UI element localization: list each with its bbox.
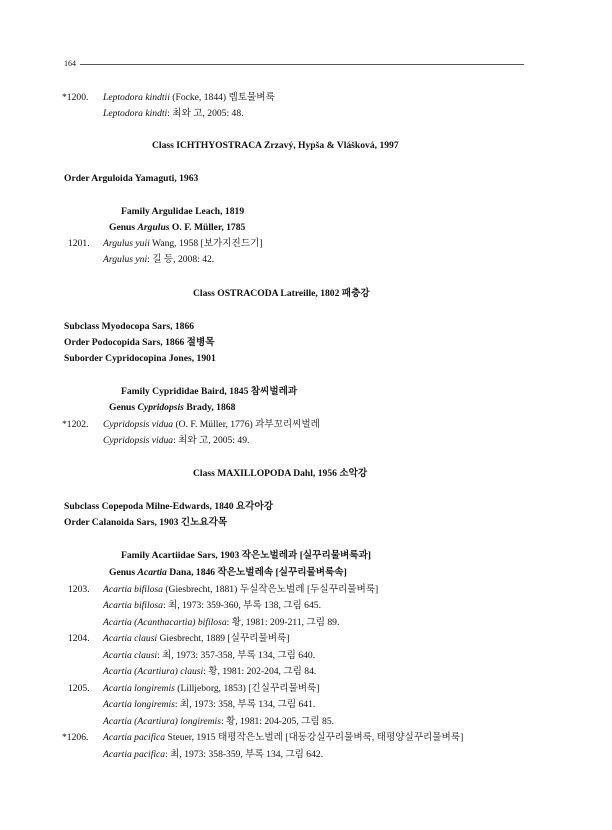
species-entry: Acartia pacifica Steuer, 1915 태평작은노벌레 [대동강실꾸리물벼룩, 태평양실꾸리물벼룩] [103, 732, 464, 743]
synonym-reference: Leptodora kindti: 최와 고, 2005: 48. [103, 108, 244, 119]
synonym-reference: Argulus yni: 길 등, 2008: 42. [103, 254, 215, 265]
species-number: 1203. [68, 584, 90, 595]
header-rule [80, 64, 524, 65]
species-number: 1205. [68, 683, 90, 694]
suborder-heading: Suborder Cypridocopina Jones, 1901 [64, 353, 216, 364]
species-number: *1202. [62, 419, 89, 430]
family-heading: Family Argulidae Leach, 1819 [121, 206, 245, 217]
subclass-heading: Subclass Myodocopa Sars, 1866 [64, 321, 195, 332]
synonym-reference: Acartia bifilosa: 최, 1973: 359-360, 부록 138, 그림 645. [103, 600, 321, 611]
synonym-reference: Acartia (Acartiura) longiremis: 황, 1981: 204-205, 그림 85. [103, 716, 335, 727]
synonym-reference: Acartia (Acartiura) clausi: 황, 1981: 202-204, 그림 84. [103, 666, 317, 677]
subclass-heading: Subclass Copepoda Milne-Edwards, 1840 요각아강 [64, 501, 273, 512]
synonym-reference: Acartia (Acanthacartia) bifilosa: 황, 1981: 209-211, 그림 89. [103, 617, 340, 628]
family-heading: Family Cyprididae Baird, 1845 참씨벌레과 [121, 386, 298, 397]
order-heading: Order Calanoida Sars, 1903 긴노요각목 [64, 517, 228, 528]
species-number: 1201. [68, 238, 90, 249]
species-entry: Acartia bifilosa (Giesbrecht, 1881) 두실작은노벌레 [두실꾸리물벼룩] [103, 584, 379, 595]
genus-heading: Genus Cypridopsis Brady, 1868 [109, 402, 236, 413]
species-number: 1204. [68, 633, 90, 644]
class-heading: Class OSTRACODA Latreille, 1802 패충강 [193, 288, 370, 299]
genus-heading: Genus Acartia Dana, 1846 작은노벌레속 [실꾸리물벼룩속] [109, 567, 347, 578]
order-heading: Order Podocopida Sars, 1866 절병목 [64, 337, 215, 348]
species-entry: Acartia clausi Giesbrecht, 1889 [실꾸리물벼룩] [103, 633, 290, 644]
species-entry: Leptodora kindtii (Focke, 1844) 렙토물벼룩 [103, 92, 275, 103]
family-heading: Family Acartiidae Sars, 1903 작은노벌레과 [실꾸리물벼룩과] [121, 550, 371, 561]
species-entry: Acartia longiremis (Lilljeborg, 1853) [긴실꾸리물벼룩] [103, 683, 320, 694]
page-number: 164 [64, 59, 76, 68]
class-heading: Class MAXILLOPODA Dahl, 1956 소악강 [193, 468, 368, 479]
species-number: *1200. [62, 92, 89, 103]
synonym-reference: Acartia longiremis: 최, 1973: 358, 부록 134, 그림 641. [103, 699, 316, 710]
order-heading: Order Arguloida Yamaguti, 1963 [64, 173, 199, 184]
class-heading: Class ICHTHYOSTRACA Zrzavý, Hypša & Vlášková, 1997 [152, 140, 399, 151]
synonym-reference: Cypridopsis vidua: 최와 고, 2005: 49. [103, 435, 250, 446]
synonym-reference: Acartia pacifica: 최, 1973: 358-359, 부록 134, 그림 642. [103, 749, 324, 760]
species-entry: Argulus yuii Wang, 1958 [보가지진드기] [103, 238, 263, 249]
species-entry: Cypridopsis vidua (O. F. Müller, 1776) 과부꼬리씨벌레 [103, 419, 320, 430]
genus-heading: Genus Argulus O. F. Müller, 1785 [109, 222, 246, 233]
synonym-reference: Acartia clausi: 최, 1973: 357-358, 부록 134, 그림 640. [103, 650, 316, 661]
species-number: *1206. [62, 732, 89, 743]
